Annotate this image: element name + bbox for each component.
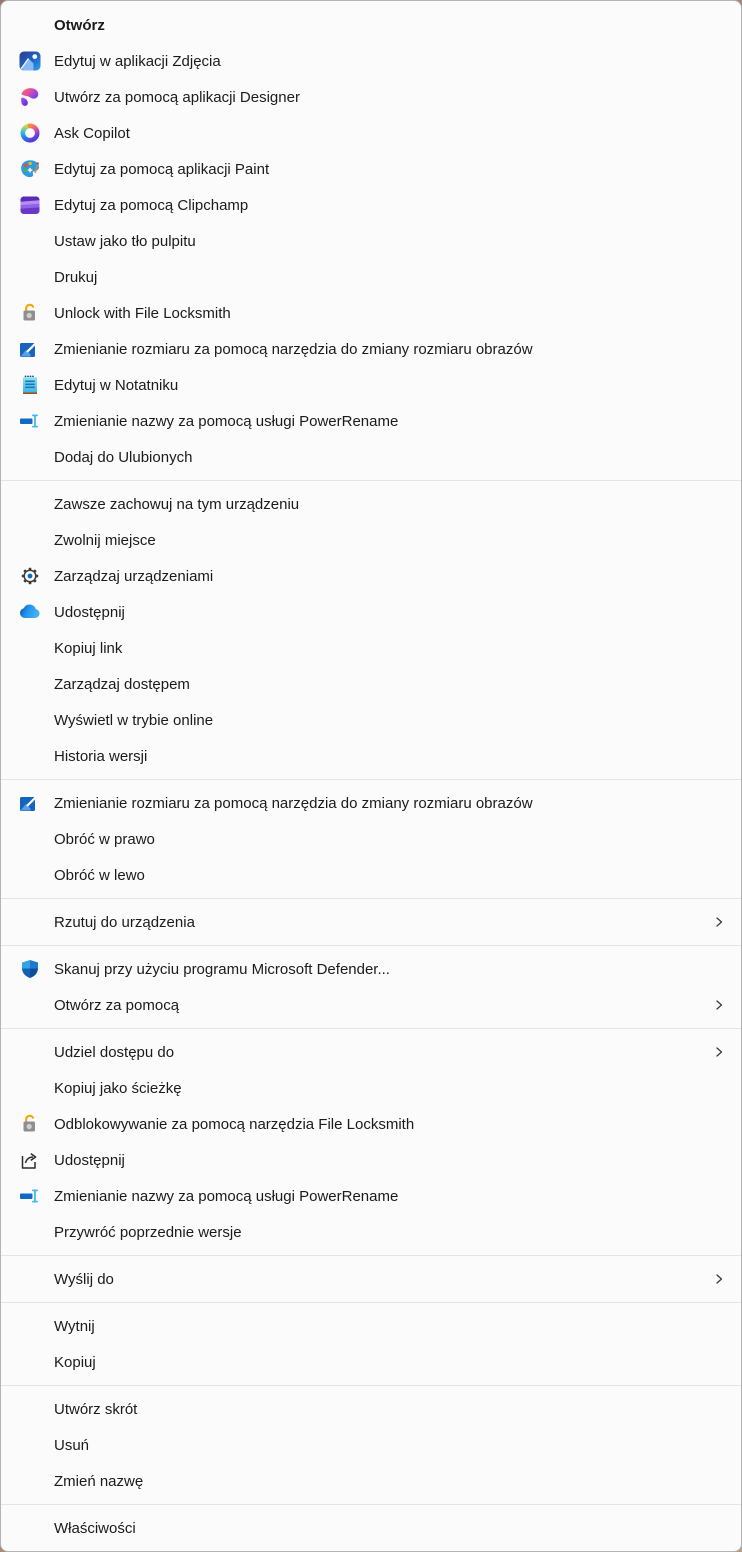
paint-icon	[18, 157, 42, 181]
menu-item-label: Kopiuj link	[54, 640, 123, 657]
menu-item-label: Zmień nazwę	[54, 1473, 144, 1490]
menu-group	[1, 951, 741, 1023]
menu-item[interactable]	[6, 486, 736, 522]
icon-slot	[18, 993, 42, 1017]
menu-item-label: Unlock with File Locksmith	[54, 305, 231, 322]
icon-slot	[18, 1516, 42, 1540]
menu-item[interactable]	[6, 1070, 736, 1106]
menu-item[interactable]	[6, 1427, 736, 1463]
icon-slot	[18, 265, 42, 289]
menu-item[interactable]	[6, 259, 736, 295]
file-locksmith-icon	[18, 1112, 42, 1136]
menu-item[interactable]	[6, 1214, 736, 1250]
menu-item-label: Zmienianie nazwy za pomocą usługi PowerRename	[54, 413, 399, 430]
menu-separator	[1, 898, 741, 899]
submenu-chevron-icon	[712, 1045, 726, 1059]
menu-item-label: Zwolnij miejsce	[54, 532, 156, 549]
icon-slot	[18, 445, 42, 469]
menu-group	[1, 1510, 741, 1546]
menu-item[interactable]	[6, 1391, 736, 1427]
menu-item[interactable]	[6, 666, 736, 702]
onedrive-cloud-icon	[18, 600, 42, 624]
menu-item-label: Otwórz za pomocą	[54, 997, 180, 1014]
menu-item-label: Udziel dostępu do	[54, 1044, 175, 1061]
menu-item[interactable]	[6, 904, 736, 940]
icon-slot	[18, 1267, 42, 1291]
menu-item[interactable]	[6, 7, 736, 43]
menu-item-label: Obróć w prawo	[54, 831, 155, 848]
icon-slot	[18, 1350, 42, 1374]
menu-separator	[1, 779, 741, 780]
menu-item[interactable]	[6, 331, 736, 367]
icon-slot	[18, 827, 42, 851]
menu-item-label: Otwórz	[54, 17, 105, 34]
menu-item-label: Zmienianie rozmiaru za pomocą narzędzia do zmiany rozmiaru obrazów	[54, 795, 533, 812]
icon-slot	[18, 1433, 42, 1457]
share-icon	[18, 1148, 42, 1172]
menu-item[interactable]	[6, 821, 736, 857]
icon-slot	[18, 636, 42, 660]
menu-item-label: Zarządzaj dostępem	[54, 676, 190, 693]
icon-slot	[18, 492, 42, 516]
submenu-chevron-icon	[712, 1272, 726, 1286]
menu-item-label: Zmienianie nazwy za pomocą usługi PowerRename	[54, 1188, 399, 1205]
menu-item-label: Zawsze zachowuj na tym urządzeniu	[54, 496, 300, 513]
menu-item[interactable]	[6, 43, 736, 79]
menu-item[interactable]	[6, 738, 736, 774]
icon-slot	[18, 1220, 42, 1244]
menu-separator	[1, 1302, 741, 1303]
icon-slot	[18, 528, 42, 552]
menu-item-label: Ask Copilot	[54, 125, 130, 142]
icon-slot	[18, 863, 42, 887]
menu-item[interactable]	[6, 1034, 736, 1070]
powerrename-icon	[18, 1184, 42, 1208]
menu-group	[1, 1308, 741, 1380]
menu-item[interactable]	[6, 439, 736, 475]
icon-slot	[18, 672, 42, 696]
menu-item[interactable]	[6, 1344, 736, 1380]
menu-item[interactable]	[6, 187, 736, 223]
menu-item[interactable]	[6, 1510, 736, 1546]
menu-item[interactable]	[6, 295, 736, 331]
icon-slot	[18, 1040, 42, 1064]
file-locksmith-icon	[18, 301, 42, 325]
menu-item-label: Edytuj w Notatniku	[54, 377, 179, 394]
menu-separator	[1, 1255, 741, 1256]
menu-group	[1, 785, 741, 893]
defender-shield-icon	[18, 957, 42, 981]
icon-slot	[18, 1314, 42, 1338]
menu-item-label: Edytuj za pomocą Clipchamp	[54, 197, 249, 214]
menu-item-label: Ustaw jako tło pulpitu	[54, 233, 196, 250]
menu-item-label: Przywróć poprzednie wersje	[54, 1224, 242, 1241]
menu-item-label: Edytuj za pomocą aplikacji Paint	[54, 161, 270, 178]
menu-item-label: Wyślij do	[54, 1271, 114, 1288]
menu-separator	[1, 1028, 741, 1029]
menu-item-label: Zmienianie rozmiaru za pomocą narzędzia do zmiany rozmiaru obrazów	[54, 341, 533, 358]
menu-item-label: Kopiuj jako ścieżkę	[54, 1080, 182, 1097]
menu-item-label: Usuń	[54, 1437, 90, 1454]
menu-item-label: Wytnij	[54, 1318, 95, 1335]
menu-item-label: Kopiuj	[54, 1354, 96, 1371]
menu-separator	[1, 1385, 741, 1386]
icon-slot	[18, 744, 42, 768]
menu-item[interactable]	[6, 151, 736, 187]
menu-group	[1, 1391, 741, 1499]
powerrename-icon	[18, 409, 42, 433]
menu-item[interactable]	[6, 785, 736, 821]
menu-item-label: Wyświetl w trybie online	[54, 712, 214, 729]
menu-item[interactable]	[6, 522, 736, 558]
menu-item[interactable]	[6, 1178, 736, 1214]
menu-item[interactable]	[6, 223, 736, 259]
image-resizer-icon	[18, 791, 42, 815]
icon-slot	[18, 1076, 42, 1100]
menu-item[interactable]	[6, 1142, 736, 1178]
submenu-chevron-icon	[712, 915, 726, 929]
menu-group	[1, 486, 741, 774]
menu-group	[1, 1261, 741, 1297]
menu-separator	[1, 1504, 741, 1505]
menu-item[interactable]	[6, 594, 736, 630]
menu-item[interactable]	[6, 403, 736, 439]
menu-item-label: Dodaj do Ulubionych	[54, 449, 193, 466]
photos-icon	[18, 49, 42, 73]
icon-slot	[18, 13, 42, 37]
menu-item-label: Rzutuj do urządzenia	[54, 914, 195, 931]
menu-item[interactable]	[6, 702, 736, 738]
menu-item[interactable]	[6, 987, 736, 1023]
menu-item[interactable]	[6, 115, 736, 151]
notepad-icon	[18, 373, 42, 397]
menu-item[interactable]	[6, 857, 736, 893]
icon-slot	[18, 1469, 42, 1493]
copilot-icon	[18, 121, 42, 145]
menu-item[interactable]	[6, 79, 736, 115]
menu-item[interactable]	[6, 1463, 736, 1499]
image-resizer-icon	[18, 337, 42, 361]
menu-item-label: Drukuj	[54, 269, 98, 286]
icon-slot	[18, 1397, 42, 1421]
menu-item[interactable]	[6, 367, 736, 403]
menu-group	[1, 1034, 741, 1250]
menu-item-label: Skanuj przy użyciu programu Microsoft Defender...	[54, 961, 390, 978]
menu-item-label: Edytuj w aplikacji Zdjęcia	[54, 53, 221, 70]
designer-icon	[18, 85, 42, 109]
menu-item-label: Odblokowywanie za pomocą narzędzia File Locksmith	[54, 1116, 415, 1133]
menu-item-label: Udostępnij	[54, 1152, 125, 1169]
gear-icon	[18, 564, 42, 588]
menu-item[interactable]	[6, 1308, 736, 1344]
menu-item[interactable]	[6, 1106, 736, 1142]
submenu-chevron-icon	[712, 998, 726, 1012]
menu-item[interactable]	[6, 1261, 736, 1297]
menu-item-label: Zarządzaj urządzeniami	[54, 568, 214, 585]
menu-group	[1, 904, 741, 940]
menu-item-label: Historia wersji	[54, 748, 148, 765]
clipchamp-icon	[18, 193, 42, 217]
menu-item-label: Utwórz za pomocą aplikacji Designer	[54, 89, 300, 106]
menu-item-label: Właściwości	[54, 1520, 136, 1537]
icon-slot	[18, 708, 42, 732]
menu-item-label: Utwórz skrót	[54, 1401, 138, 1418]
menu-item-label: Obróć w lewo	[54, 867, 145, 884]
menu-item[interactable]	[6, 951, 736, 987]
menu-group	[1, 7, 741, 475]
menu-item[interactable]	[6, 630, 736, 666]
menu-item[interactable]	[6, 558, 736, 594]
icon-slot	[18, 910, 42, 934]
menu-item-label: Udostępnij	[54, 604, 125, 621]
menu-separator	[1, 945, 741, 946]
menu-separator	[1, 480, 741, 481]
icon-slot	[18, 229, 42, 253]
